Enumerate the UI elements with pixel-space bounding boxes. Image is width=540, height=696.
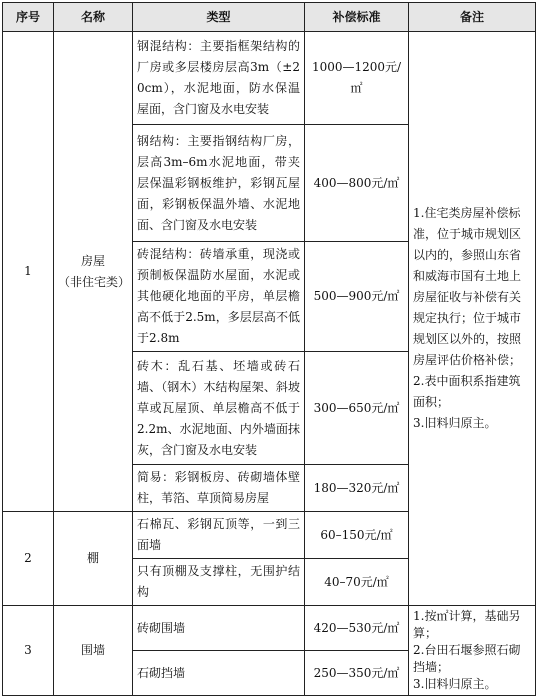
group-number: 2 <box>3 512 54 606</box>
group-name-line: 房屋 <box>80 253 105 268</box>
group-name <box>54 606 133 696</box>
header-note: 备注 <box>409 3 536 32</box>
type-cell: 石棉瓦、彩钢瓦顶等，一到三面墙 <box>133 512 305 559</box>
note-line: 3.旧料归原主。 <box>413 677 497 691</box>
group-name-line: 棚 <box>86 551 99 565</box>
type-cell: 石砌挡墙 <box>133 651 305 696</box>
header-no: 序号 <box>3 3 54 32</box>
standard-cell: 40–70元/㎡ <box>305 559 409 606</box>
table-row <box>3 606 536 651</box>
table-row <box>3 32 536 125</box>
header-name: 名称 <box>54 3 133 32</box>
standard-cell: 250—350元/㎡ <box>305 651 409 696</box>
compensation-table <box>2 2 536 696</box>
note-cell <box>409 606 536 696</box>
note-line: 1.住宅类房屋补偿标准，位于城市规划区以内的，参照山东省和威海市国有土地上房屋征收与补偿有关规定执行；位于城市规划区以外的，按照房屋评估价格补偿； <box>413 206 522 367</box>
header-type: 类型 <box>133 3 305 32</box>
note-line: 2.台田石堰参照石砌挡墙； <box>413 643 521 674</box>
group-name-line: （非住宅类） <box>58 274 131 289</box>
note-line: 1.按㎡计算，基础另算； <box>413 609 521 640</box>
type-cell: 简易：彩钢板房、砖砌墙体壁柱，苇箔、草顶简易房屋 <box>133 465 305 512</box>
standard-cell: 500—900元/㎡ <box>305 242 409 352</box>
group-name <box>54 512 133 606</box>
standard-cell: 400—800元/㎡ <box>305 125 409 242</box>
note-line: 2.表中面积系指建筑面积； <box>413 374 521 409</box>
standard-cell: 300—650元/㎡ <box>305 352 409 465</box>
standard-cell: 420—530元/㎡ <box>305 606 409 651</box>
group-name <box>54 32 133 512</box>
header-row <box>3 3 536 32</box>
note-line: 3.旧料归原主。 <box>413 416 497 430</box>
standard-cell: 60–150元/㎡ <box>305 512 409 559</box>
type-cell: 钢结构：主要指钢结构厂房，层高3m–6m水泥地面，带夹层保温彩钢板维护，彩钢瓦屋面，彩钢板保温外墙、水泥地面、含门窗及水电安装 <box>133 125 305 242</box>
note-cell <box>409 32 536 606</box>
type-cell: 砖混结构：砖墙承重，现浇或预制板保温防水屋面，水泥或其他硬化地面的平房，单层檐高不低于2.5m，多层层高不低于2.8m <box>133 242 305 352</box>
group-number: 1 <box>3 32 54 512</box>
type-cell: 只有顶棚及支撑柱，无围护结构 <box>133 559 305 606</box>
standard-cell: 180—320元/㎡ <box>305 465 409 512</box>
type-cell: 砖砌围墙 <box>133 606 305 651</box>
type-cell: 砖木：乱石基、坯墙或砖石墙、（钢木）木结构屋架、斜坡草或瓦屋顶、单层檐高不低于 2.2m、水泥地面、内外墙面抹灰，含门窗及水电安装 <box>133 352 305 465</box>
group-number: 3 <box>3 606 54 696</box>
type-cell: 钢混结构：主要指框架结构的厂房或多层楼房层高3m（±20cm），水泥地面，防水保温屋面，含门窗及水电安装 <box>133 32 305 125</box>
header-standard: 补偿标准 <box>305 3 409 32</box>
group-name-line: 围墙 <box>80 643 105 657</box>
standard-cell: 1000—1200元/㎡ <box>305 32 409 125</box>
